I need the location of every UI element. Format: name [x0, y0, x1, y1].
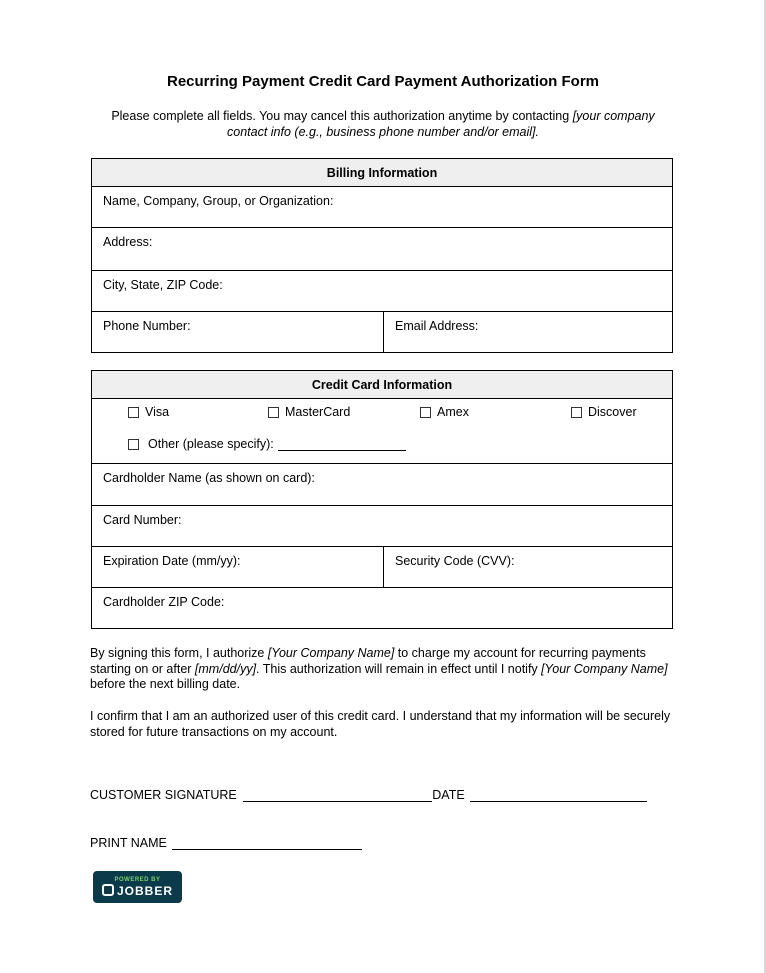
print-name-line[interactable] [172, 836, 362, 850]
checkbox-icon[interactable] [268, 407, 279, 418]
confirmation-paragraph: I confirm that I am an authorized user of this credit card. I understand that my information will be securely stored for future transactions on my account. [90, 709, 671, 739]
intro-placeholder: [your company contact info (e.g., business phone number and/or email]. [227, 109, 655, 139]
card-option-mastercard[interactable]: MasterCard [268, 405, 350, 419]
jobber-brand: JOBBER [116, 884, 173, 898]
billing-header: Billing Information [92, 159, 673, 187]
customer-signature-label: CUSTOMER SIGNATURE [90, 788, 237, 802]
expiration-date-field[interactable]: Expiration Date (mm/yy): [92, 547, 384, 588]
security-code-field[interactable]: Security Code (CVV): [384, 547, 673, 588]
date-label: DATE [432, 788, 465, 802]
company-placeholder: [Your Company Name] [541, 661, 668, 676]
authorization-paragraph: By signing this form, I authorize [Your Company Name] to charge my account for recurring payments starting on or after [mm/dd/yy]. This authorization will remain in effect until I notify [Your Company Name] before the next billing date. [90, 646, 668, 691]
billing-name-field[interactable]: Name, Company, Group, or Organization: [92, 187, 673, 228]
date-line[interactable] [470, 788, 647, 802]
billing-phone-field[interactable]: Phone Number: [92, 312, 384, 353]
card-header: Credit Card Information [92, 371, 673, 399]
jobber-icon [102, 884, 114, 896]
jobber-logo [93, 871, 182, 903]
checkbox-icon[interactable] [571, 407, 582, 418]
card-table [91, 370, 673, 629]
card-type-options [92, 399, 673, 464]
cardholder-zip-field[interactable]: Cardholder ZIP Code: [92, 588, 673, 629]
date-placeholder: [mm/dd/yy] [194, 661, 257, 676]
card-number-field[interactable]: Card Number: [92, 506, 673, 547]
billing-city-field[interactable]: City, State, ZIP Code: [92, 271, 673, 312]
card-option-visa[interactable]: Visa [128, 405, 169, 419]
checkbox-icon[interactable] [128, 439, 139, 450]
card-option-other[interactable]: Other (please specify): [128, 437, 406, 451]
other-specify-line[interactable] [278, 437, 406, 451]
customer-signature-line[interactable] [243, 788, 432, 802]
company-placeholder: [Your Company Name] [267, 646, 395, 660]
print-name-label: PRINT NAME [90, 836, 167, 850]
signature-row [90, 788, 647, 802]
print-name-row [90, 836, 362, 850]
card-option-amex[interactable]: Amex [420, 405, 469, 419]
powered-by-text: POWERED BY [114, 877, 161, 883]
cardholder-name-field[interactable]: Cardholder Name (as shown on card): [92, 464, 673, 506]
intro-text [100, 109, 666, 140]
checkbox-icon[interactable] [128, 407, 139, 418]
billing-address-field[interactable]: Address: [92, 228, 673, 271]
intro-instruction: Please complete all fields. You may cancel this authorization anytime by contacting [111, 109, 573, 123]
card-option-discover[interactable]: Discover [571, 405, 637, 419]
form-title: Recurring Payment Credit Card Payment Authorization Form [166, 73, 599, 90]
checkbox-icon[interactable] [420, 407, 431, 418]
billing-table [91, 158, 673, 353]
billing-email-field[interactable]: Email Address: [384, 312, 673, 353]
